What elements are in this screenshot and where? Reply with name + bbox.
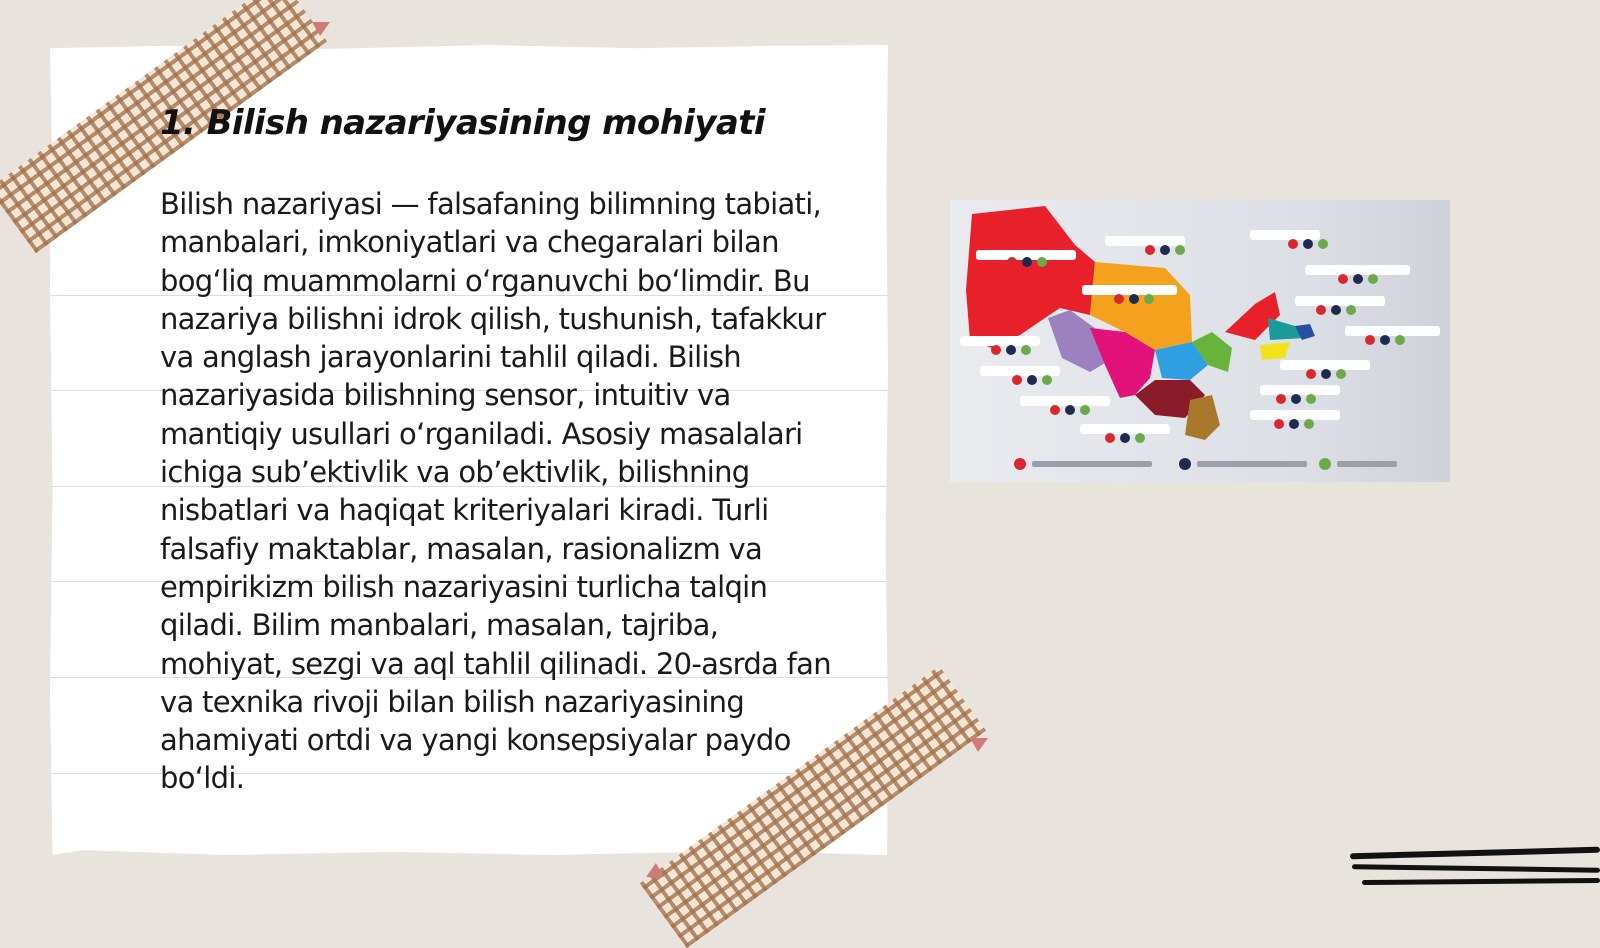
map-region bbox=[1260, 342, 1290, 360]
map-label-box bbox=[1080, 424, 1170, 434]
map-illustration bbox=[950, 200, 1450, 482]
map-label-box bbox=[1345, 326, 1440, 336]
map-label-box bbox=[1260, 385, 1340, 395]
decorative-brush-line bbox=[1362, 878, 1600, 885]
map-label-box bbox=[1295, 296, 1385, 306]
slide-body-text: Bilish nazariyasi — falsafaning bilimning tabiati, manbalari, imkoniyatlari va chegaralari bilan bogʻliq muammolarni oʻrganuvchi boʻlimdir. Bu nazariya bilishni idrok qilish, tushunish, tafakkur va anglash jarayonlarini tahlil qiladi. Bilish nazariyasida bilishning sensor, intuitiv va mantiqiy usullari oʻrganiladi. Asosiy masalalari ichiga subʼektivlik va obʼektivlik, bilishning nisbatlari va haqiqat kriteriyalari kiradi. Turli falsafiy maktablar, masalan, rasionalizm va empirikizm bilish nazariyasini turlicha talqin qiladi. Bilim manbalari, masalan, tajriba, mohiyat, sezgi va aql tahlil qilinadi. 20-asrda fan va texnika rivoji bilan bilish nazariyasining ahamiyati ortdi va yangi konsepsiyalar paydo boʻldi. bbox=[160, 187, 831, 796]
decorative-brush-line bbox=[1352, 864, 1600, 872]
decorative-brush-line bbox=[1350, 847, 1600, 860]
map-label-box bbox=[1105, 236, 1185, 246]
map-label-box bbox=[1250, 230, 1320, 240]
map-label-box bbox=[1280, 360, 1370, 370]
map-label-box bbox=[1082, 285, 1177, 295]
map-label-box bbox=[1020, 396, 1110, 406]
map-label-box bbox=[960, 336, 1040, 346]
map-legend bbox=[1014, 458, 1397, 470]
uzbekistan-map-image bbox=[950, 200, 1450, 482]
tape-corner-pin bbox=[970, 738, 988, 752]
map-label-box bbox=[1305, 265, 1410, 275]
map-region bbox=[1185, 395, 1220, 440]
map-label-box bbox=[980, 366, 1060, 376]
slide-title: 1. Bilish nazariyasining mohiyati bbox=[160, 103, 765, 143]
map-label-box bbox=[1250, 410, 1340, 420]
